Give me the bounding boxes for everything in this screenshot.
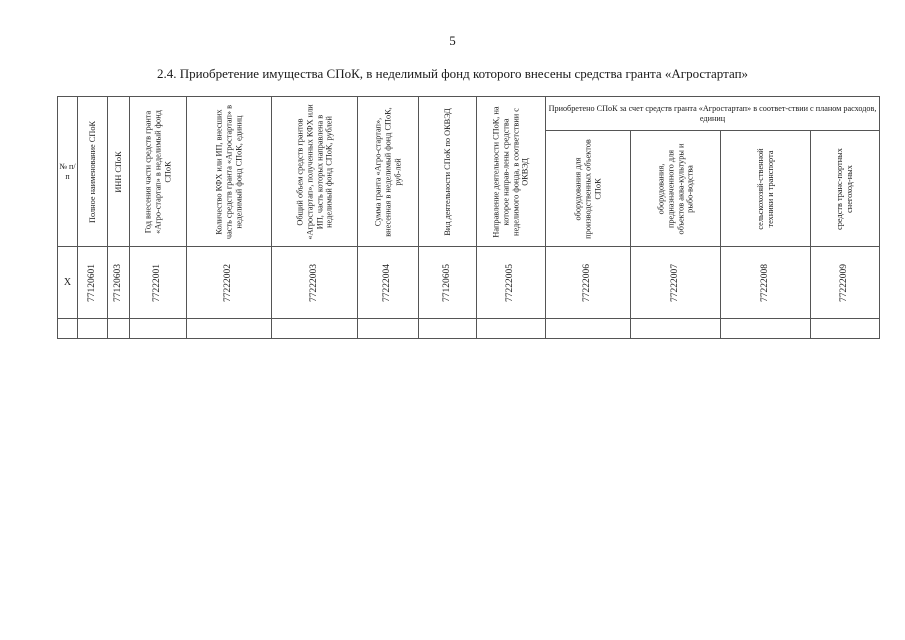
code-text: 77222003 bbox=[308, 263, 319, 302]
code-cell bbox=[358, 247, 419, 319]
header-text: ИНН СПоК bbox=[113, 150, 123, 193]
header-text: средств транс-портных снегоход-ных bbox=[835, 147, 854, 230]
table-cell bbox=[358, 319, 419, 339]
code-row bbox=[58, 247, 880, 319]
table-cell bbox=[811, 319, 880, 339]
code-cell bbox=[811, 247, 880, 319]
header-grant-sum bbox=[358, 97, 419, 247]
header-activity-direction bbox=[477, 97, 546, 247]
code-text: 77222006 bbox=[582, 263, 593, 302]
row-mark: X bbox=[58, 247, 78, 319]
header-text: Вид деятельности СПоК по ОКВЭД bbox=[442, 107, 452, 236]
table-cell bbox=[108, 319, 130, 339]
header-agri-machinery bbox=[721, 131, 811, 247]
table-cell bbox=[130, 319, 187, 339]
code-cell bbox=[419, 247, 477, 319]
header-equipment bbox=[546, 131, 631, 247]
header-num: № п/п bbox=[58, 97, 78, 247]
code-cell bbox=[546, 247, 631, 319]
table-cell bbox=[58, 319, 78, 339]
page-number: 5 bbox=[449, 33, 456, 48]
code-cell bbox=[130, 247, 187, 319]
table-cell bbox=[477, 319, 546, 339]
code-text: 77222007 bbox=[669, 263, 680, 302]
table-cell bbox=[721, 319, 811, 339]
code-text: 77120601 bbox=[86, 263, 97, 302]
code-text: 77120605 bbox=[441, 263, 452, 302]
code-cell bbox=[477, 247, 546, 319]
table-cell bbox=[419, 319, 477, 339]
header-text: оборудования для производственных объектов СПоК bbox=[573, 138, 602, 239]
header-text: Общий объем средств грантов «Агростартап», полученных КФХ или ИП, часть которых направлена в неделимый фонд СПоК, рублей bbox=[294, 103, 334, 240]
header-text: сельскохозяй-ственной техники и транспорта bbox=[755, 147, 775, 230]
header-acquired-group: Приобретено СПоК за счет средств гранта «Агростартап» в соответ-ствии с планом расходов, единиц bbox=[546, 97, 880, 131]
header-activity-type bbox=[419, 97, 477, 247]
header-kfh-count bbox=[187, 97, 272, 247]
table-cell bbox=[631, 319, 721, 339]
code-cell bbox=[272, 247, 358, 319]
table-cell bbox=[272, 319, 358, 339]
code-cell bbox=[721, 247, 811, 319]
header-text: Полное наименование СПоК bbox=[87, 120, 97, 223]
empty-data-row bbox=[58, 319, 880, 339]
code-text: 77222004 bbox=[382, 263, 393, 302]
code-cell bbox=[187, 247, 272, 319]
code-cell bbox=[108, 247, 130, 319]
code-text: 77222008 bbox=[759, 263, 770, 302]
header-text: Количество КФХ или ИП, внесших часть средств гранта «Агростартап» в неделимый фонд СПоК, единиц bbox=[214, 104, 243, 239]
header-text: оборудования, предназначенного для объектов аква-культуры и рыбо-водства bbox=[655, 143, 695, 234]
header-grant-year bbox=[130, 97, 187, 247]
header-text: Направление деятельности СПоК, на которое направ-лены средства неделимого фонда, в соответствии с ОКВЭД bbox=[491, 105, 530, 238]
code-text: 77222002 bbox=[223, 263, 234, 302]
header-text: Сумма гранта «Агро-стартап», внесенная в неделимый фонд СПоК, руб-лей bbox=[373, 106, 402, 237]
code-text: 77120603 bbox=[112, 263, 123, 302]
section-title: 2.4. Приобретение имущества СПоК, в неделимый фонд которого внесены средства гранта «Агростартап» bbox=[156, 66, 749, 81]
report-table bbox=[57, 96, 880, 339]
code-cell bbox=[631, 247, 721, 319]
header-aquaculture-equipment bbox=[631, 131, 721, 247]
code-text: 77222005 bbox=[505, 263, 516, 302]
table-cell bbox=[187, 319, 272, 339]
code-text: 77222001 bbox=[152, 263, 163, 302]
header-inn bbox=[108, 97, 130, 247]
code-text: 77222009 bbox=[839, 263, 850, 302]
header-snowmobiles bbox=[811, 131, 880, 247]
table-cell bbox=[78, 319, 108, 339]
table-cell bbox=[546, 319, 631, 339]
code-cell bbox=[78, 247, 108, 319]
header-full-name bbox=[78, 97, 108, 247]
header-total-volume bbox=[272, 97, 358, 247]
header-text: Год внесения части средств гранта «Агро-стартап» в неделимый фонд СПоК bbox=[143, 109, 172, 234]
